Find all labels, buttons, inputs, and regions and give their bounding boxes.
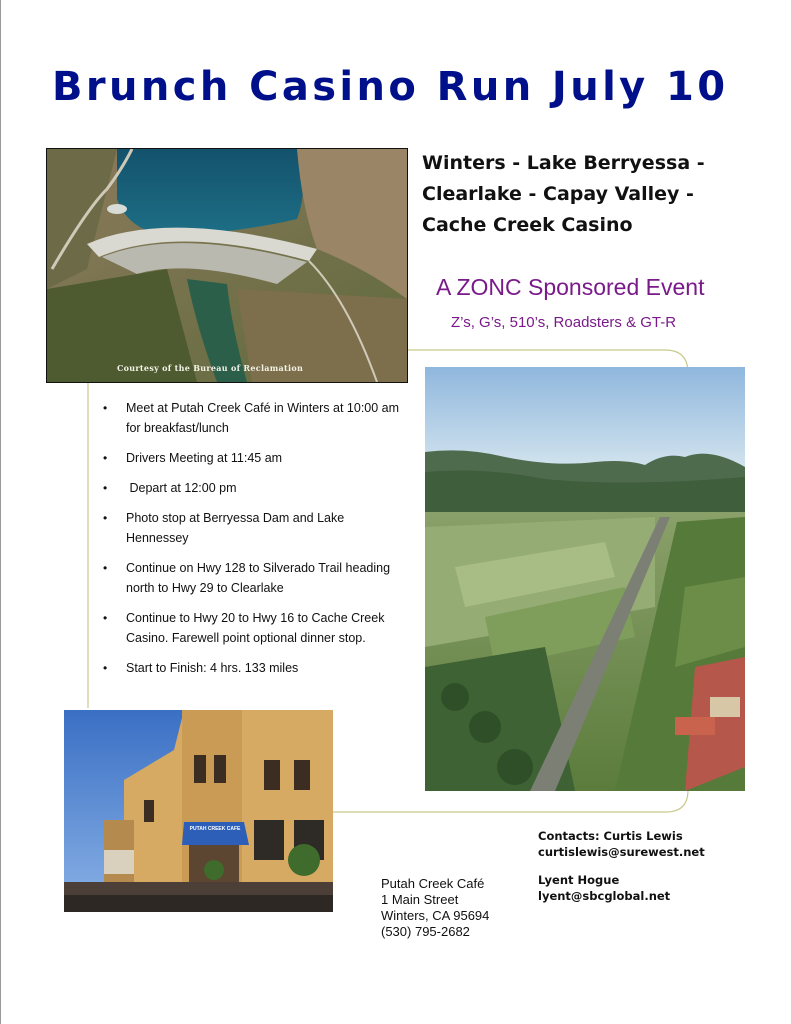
bullet-icon: • [103,661,108,675]
bullet-icon: • [103,561,108,575]
contacts-block [538,828,705,904]
page-title: Brunch Casino Run July 10 [52,64,729,110]
list-item [100,558,410,598]
route-description: Winters - Lake Berryessa - Clearlake - Capay Valley - Cache Creek Casino [422,152,705,236]
address-name: Putah Creek Café [381,876,485,891]
itinerary-list [100,398,410,688]
bullet-icon: • [103,481,108,495]
itinerary-text: Continue on Hwy 128 to Silverado Trail heading north to Hwy 29 to Clearlake [126,561,391,595]
bullet-icon: • [103,401,108,415]
event-sponsor: A ZONC Sponsored Event [436,274,705,300]
list-item [100,658,410,678]
address-street: 1 Main Street [381,892,459,907]
photo-credit: Courtesy of the Bureau of Reclamation [117,363,304,373]
itinerary-text: Photo stop at Berryessa Dam and Lake Hennessey [126,511,345,545]
list-item [100,508,410,548]
contact-name: Lyent Hogue [538,873,620,887]
contact-email[interactable]: lyent@sbcglobal.net [538,889,671,903]
dam-photo [46,148,408,383]
contact-email[interactable]: curtislewis@surewest.net [538,845,705,859]
valley-photo [425,367,745,791]
vehicle-models: Z’s, G’s, 510’s, Roadsters & GT-R [451,314,677,331]
itinerary-text: Drivers Meeting at 11:45 am [126,451,283,465]
list-item [100,448,410,468]
list-item [100,478,410,498]
itinerary-text: Meet at Putah Creek Café in Winters at 10:00 am for breakfast/lunch [126,401,400,435]
address-phone: (530) 795-2682 [381,924,470,939]
cafe-sign: PUTAH CREEK CAFE [189,826,241,832]
address-city: Winters, CA 95694 [381,908,490,923]
bullet-icon: • [103,511,108,525]
bullet-icon: • [103,611,108,625]
list-item [100,608,410,648]
itinerary-text: Start to Finish: 4 hrs. 133 miles [126,661,299,675]
cafe-photo [64,710,333,912]
list-item [100,398,410,438]
bullet-icon: • [103,451,108,465]
itinerary-text: Depart at 12:00 pm [126,481,237,495]
cafe-address [381,876,489,940]
itinerary-text: Continue to Hwy 20 to Hwy 16 to Cache Creek Casino. Farewell point optional dinner stop. [126,611,385,645]
contact-heading: Contacts: Curtis Lewis [538,829,683,843]
